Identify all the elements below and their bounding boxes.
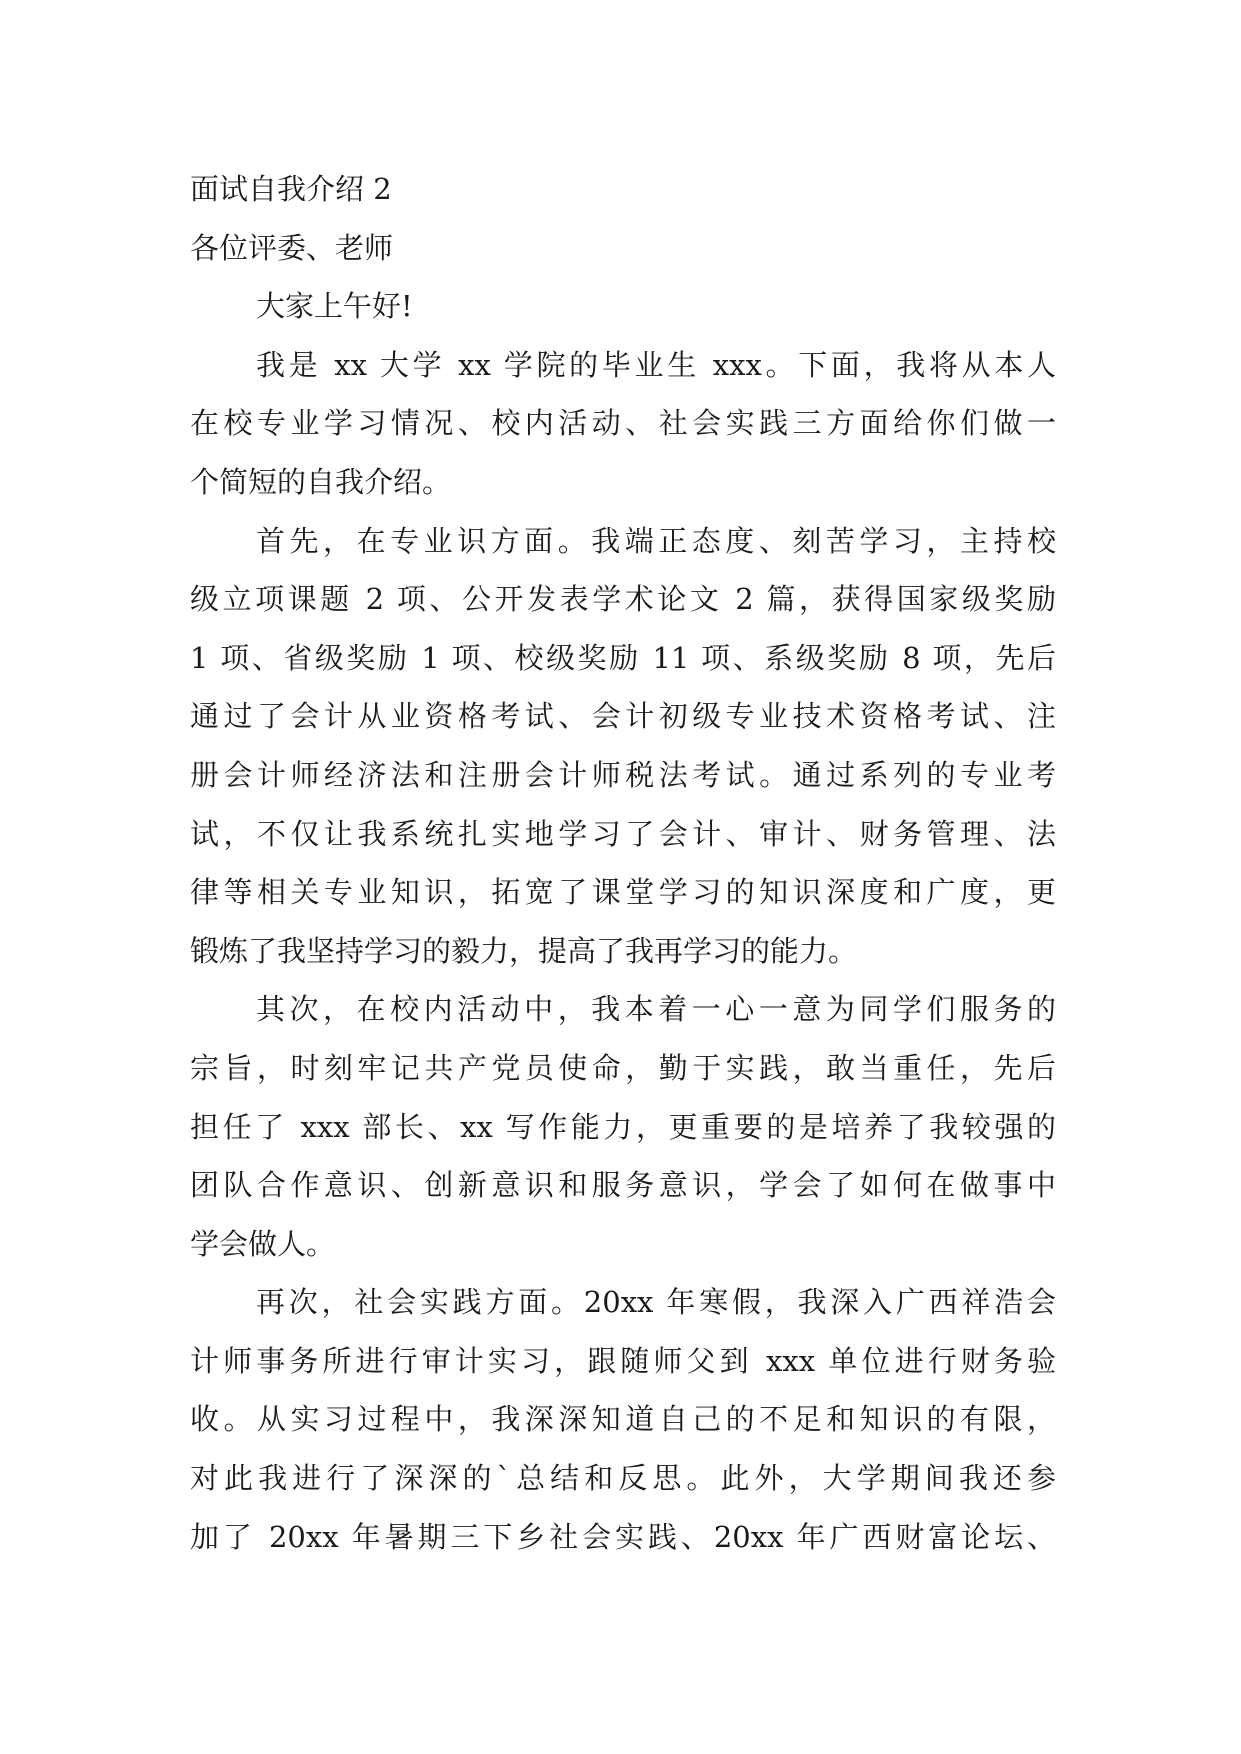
paragraph-4-line-5: 加了 20xx 年暑期三下乡社会实践、20xx 年广西财富论坛、 bbox=[190, 1519, 1056, 1554]
paragraph-4-line-1: 再次，社会实践方面。20xx 年寒假，我深入广西祥浩会 bbox=[256, 1285, 1056, 1320]
paragraph-3-line-2: 宗旨，时刻牢记共产党员使命，勤于实践，敢当重任，先后 bbox=[190, 1050, 1056, 1085]
paragraph-4-line-2: 计师事务所进行审计实习，跟随师父到 xxx 单位进行财务验 bbox=[190, 1343, 1056, 1378]
paragraph-4-line-4: 对此我进行了深深的`总结和反思。此外，大学期间我还参 bbox=[190, 1461, 1056, 1496]
greeting: 大家上午好! bbox=[256, 289, 413, 324]
paragraph-1-line-2: 在校专业学习情况、校内活动、社会实践三方面给你们做一 bbox=[190, 406, 1056, 441]
paragraph-3-line-5: 学会做人。 bbox=[190, 1226, 336, 1261]
paragraph-2-line-8: 锻炼了我坚持学习的毅力，提高了我再学习的能力。 bbox=[190, 933, 858, 968]
paragraph-2-line-7: 律等相关专业知识，拓宽了课堂学习的知识深度和广度，更 bbox=[190, 875, 1056, 910]
paragraph-2-line-3: 1 项、省级奖励 1 项、校级奖励 11 项、系级奖励 8 项，先后 bbox=[190, 640, 1056, 675]
paragraph-2-line-1: 首先，在专业识方面。我端正态度、刻苦学习，主持校 bbox=[256, 523, 1056, 558]
paragraph-1-line-3: 个简短的自我介绍。 bbox=[190, 464, 452, 499]
paragraph-3-line-1: 其次，在校内活动中，我本着一心一意为同学们服务的 bbox=[256, 992, 1056, 1027]
paragraph-3-line-3: 担任了 xxx 部长、xx 写作能力，更重要的是培养了我较强的 bbox=[190, 1109, 1056, 1144]
document-body bbox=[190, 160, 1056, 1566]
paragraph-2-line-4: 通过了会计从业资格考试、会计初级专业技术资格考试、注 bbox=[190, 699, 1056, 734]
paragraph-2-line-6: 试，不仅让我系统扎实地学习了会计、审计、财务管理、法 bbox=[190, 816, 1056, 851]
paragraph-1-line-1: 我是 xx 大学 xx 学院的毕业生 xxx。下面，我将从本人 bbox=[256, 347, 1056, 382]
paragraph-2-line-5: 册会计师经济法和注册会计师税法考试。通过系列的专业考 bbox=[190, 757, 1056, 792]
salutation: 各位评委、老师 bbox=[190, 230, 394, 265]
paragraph-4-line-3: 收。从实习过程中，我深深知道自己的不足和知识的有限， bbox=[190, 1402, 1056, 1437]
paragraph-2-line-2: 级立项课题 2 项、公开发表学术论文 2 篇，获得国家级奖励 bbox=[190, 582, 1056, 617]
document-title: 面试自我介绍 2 bbox=[190, 172, 392, 206]
paragraph-3-line-4: 团队合作意识、创新意识和服务意识，学会了如何在做事中 bbox=[190, 1168, 1056, 1203]
